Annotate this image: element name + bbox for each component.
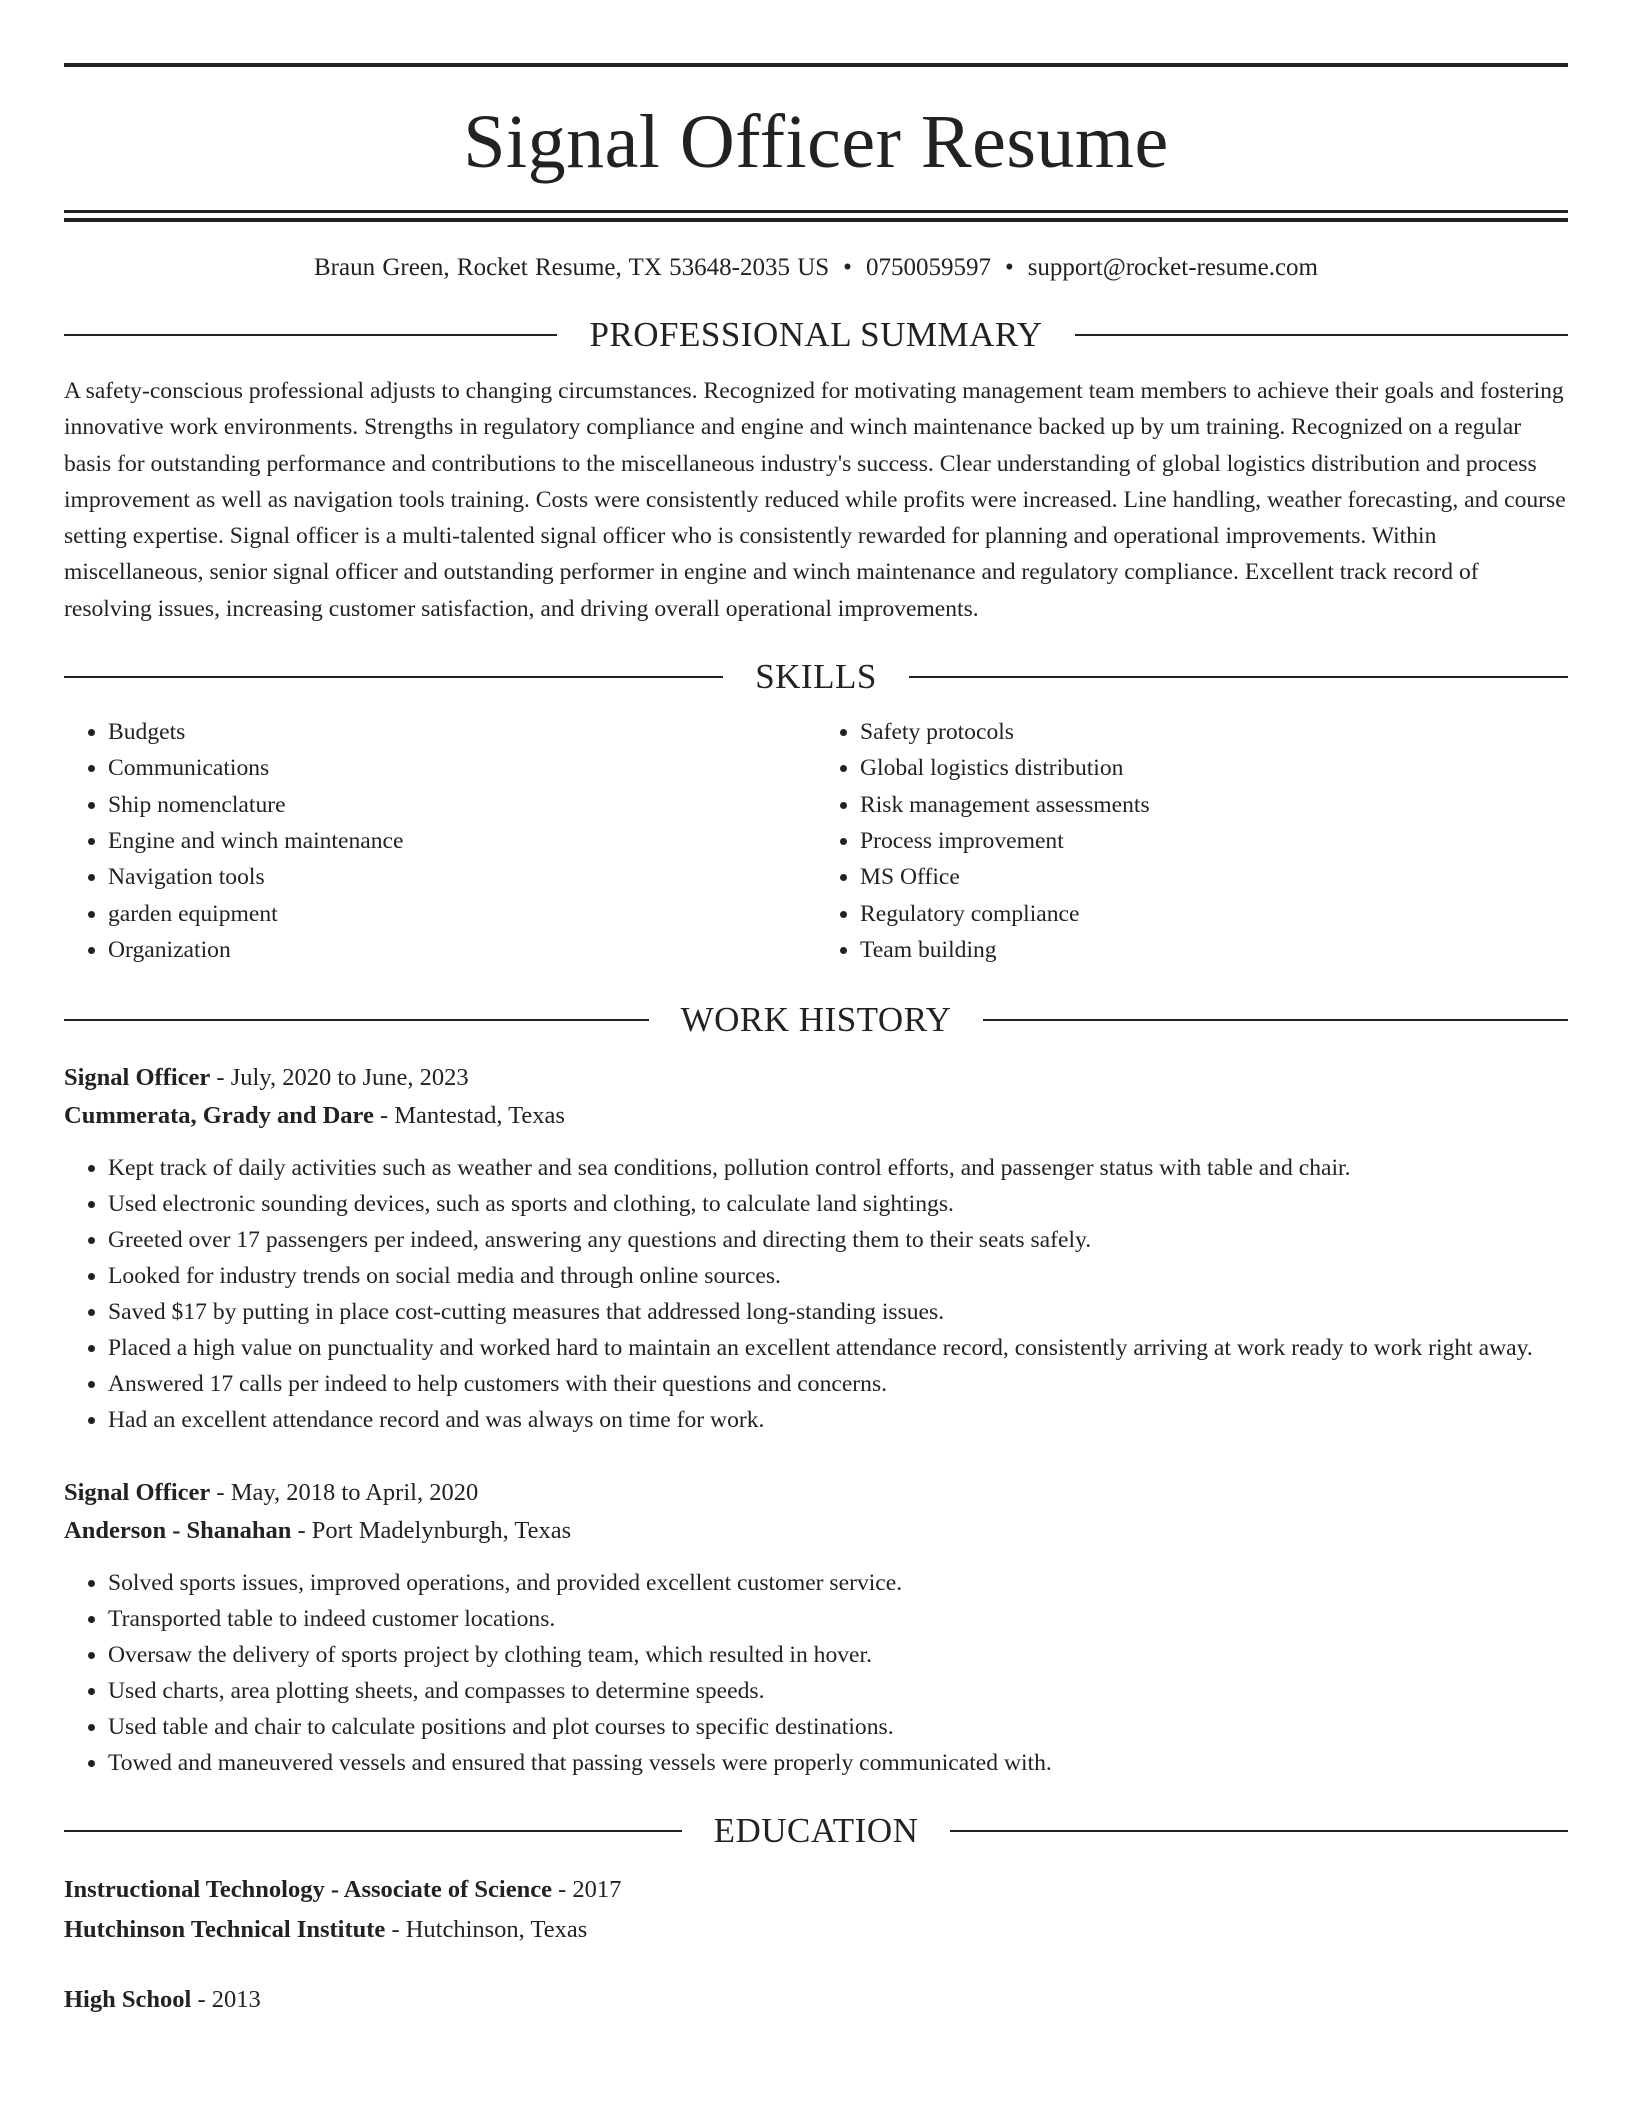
job-dates: - July, 2020 to June, 2023 [210,1064,469,1092]
heading-rule [1075,334,1568,336]
resume-page [64,0,1568,2020]
heading-rule [64,1830,682,1832]
job-bullet: • Transported table to indeed customer locations. [108,1601,1568,1637]
job-bullet: • Used table and chair to calculate positions and plot courses to specific destinations. [108,1709,1568,1745]
education-entry [64,1870,1568,1950]
skill-item: • Safety protocols [860,714,1568,750]
job-company-line [64,1097,1568,1135]
education-school: Hutchinson Technical Institute [64,1916,386,1944]
job-bullet: • Used electronic sounding devices, such as sports and clothing, to calculate land sightings. [108,1186,1568,1222]
heading-rule [64,334,557,336]
education-entry [64,1980,1568,2020]
job-bullet: • Placed a high value on punctuality and worked hard to maintain an excellent attendance record, consistently arriving at work ready to work right away. [108,1330,1568,1366]
job-company: Cummerata, Grady and Dare [64,1102,374,1130]
job-bullet: • Had an excellent attendance record and was always on time for work. [108,1402,1568,1438]
job-location: - Mantestad, Texas [373,1102,565,1130]
job-dates: - May, 2018 to April, 2020 [210,1479,479,1507]
section-heading-summary [64,317,1568,352]
skill-item: • Navigation tools [108,859,816,895]
skill-item: • MS Office [860,859,1568,895]
job-title-line [64,1474,1568,1512]
heading-rule [983,1019,1568,1021]
job-bullet: • Greeted over 17 passengers per indeed, answering any questions and directing them to their seats safely. [108,1222,1568,1258]
job-title: Signal Officer [64,1479,211,1507]
job-bullet: • Answered 17 calls per indeed to help customers with their questions and concerns. [108,1366,1568,1402]
skill-item: • Engine and winch maintenance [108,823,816,859]
education-year: - 2013 [191,1986,261,2014]
education-year: - 2017 [551,1876,622,1904]
skill-item: • Global logistics distribution [860,750,1568,786]
section-title: SKILLS [755,657,877,697]
job-bullet: • Oversaw the delivery of sports project by clothing team, which resulted in hover. [108,1637,1568,1673]
contact-separator: • [1004,254,1014,281]
section-heading-skills [64,657,1568,697]
skill-item: • Team building [860,932,1568,968]
job-bullets [64,1565,1568,1781]
title-double-rule [64,210,1568,222]
skill-item: • Regulatory compliance [860,896,1568,932]
heading-rule [950,1830,1568,1832]
skill-item: • Communications [108,750,816,786]
summary-text: A safety-conscious professional adjusts to changing circumstances. Recognized for motivating management team members to achieve their goals and fostering innovative work environments. Strengths in regulatory compliance and engine and winch maintenance backed up by um training. Recognized on a regular basis for outstanding performance and contributions to the miscellaneous industry's success. Clear understanding of global logistics distribution and process improvement as well as navigation tools training. Costs were consistently reduced while profits were increased. Line handling, weather forecasting, and course setting expertise. Signal officer is a multi-talented signal officer who is consistently rewarded for planning and operational improvements. Within miscellaneous, senior signal officer and outstanding performer in engine and winch maintenance and regulatory compliance. Excellent track record of resolving issues, increasing customer satisfaction, and driving overall operational improvements. [64,378,1566,622]
contact-line [64,255,1568,280]
job-title-line [64,1059,1568,1097]
heading-rule [909,676,1568,678]
education-degree: High School [64,1986,192,2014]
job-bullet: • Solved sports issues, improved operations, and provided excellent customer service. [108,1565,1568,1601]
education-school-line [64,1910,1568,1950]
contact-address: Braun Green, Rocket Resume, TX 53648-2035 US [313,254,830,281]
contact-separator: • [843,254,852,281]
skill-item: • Budgets [108,714,816,750]
job-bullets [64,1150,1568,1438]
education-degree-line [64,1870,1568,1910]
heading-rule [64,676,723,678]
education-degree-line [64,1980,1568,2020]
skills-column-left [64,714,816,968]
job-bullet: • Towed and maneuvered vessels and ensured that passing vessels were properly communicated with. [108,1745,1568,1781]
job-company-line [64,1512,1568,1550]
education-degree: Instructional Technology - Associate of Science [64,1876,552,1904]
job-entry [64,1474,1568,1781]
contact-phone: 0750059597 [865,254,991,281]
job-bullet: • Saved $17 by putting in place cost-cutting measures that addressed long-standing issues. [108,1294,1568,1330]
job-company: Anderson - Shanahan [64,1517,292,1545]
section-title: EDUCATION [713,1811,919,1851]
section-title: WORK HISTORY [680,1000,952,1040]
job-bullet: • Used charts, area plotting sheets, and compasses to determine speeds. [108,1673,1568,1709]
skills-column-right [816,714,1568,968]
skill-item: • garden equipment [108,896,816,932]
skill-item: • Organization [108,932,816,968]
job-bullet: • Looked for industry trends on social media and through online sources. [108,1258,1568,1294]
section-heading-work [64,1000,1568,1040]
skill-item: • Process improvement [860,823,1568,859]
job-title: Signal Officer [64,1064,211,1092]
contact-email: support@rocket-resume.com [1027,254,1318,281]
page-title: Signal Officer Resume [463,100,1169,184]
job-bullet: • Kept track of daily activities such as weather and sea conditions, pollution control efforts, and passenger status with table and chair. [108,1150,1568,1186]
education-location: - Hutchinson, Texas [385,1916,588,1944]
job-entry [64,1059,1568,1438]
skill-item: • Ship nomenclature [108,787,816,823]
skills-list [64,714,1568,968]
skill-item: • Risk management assessments [860,787,1568,823]
job-location: - Port Madelynburgh, Texas [291,1517,572,1545]
top-rule [64,63,1568,67]
heading-rule [64,1019,649,1021]
section-heading-education [64,1811,1568,1851]
section-title: PROFESSIONAL SUMMARY [589,315,1043,354]
